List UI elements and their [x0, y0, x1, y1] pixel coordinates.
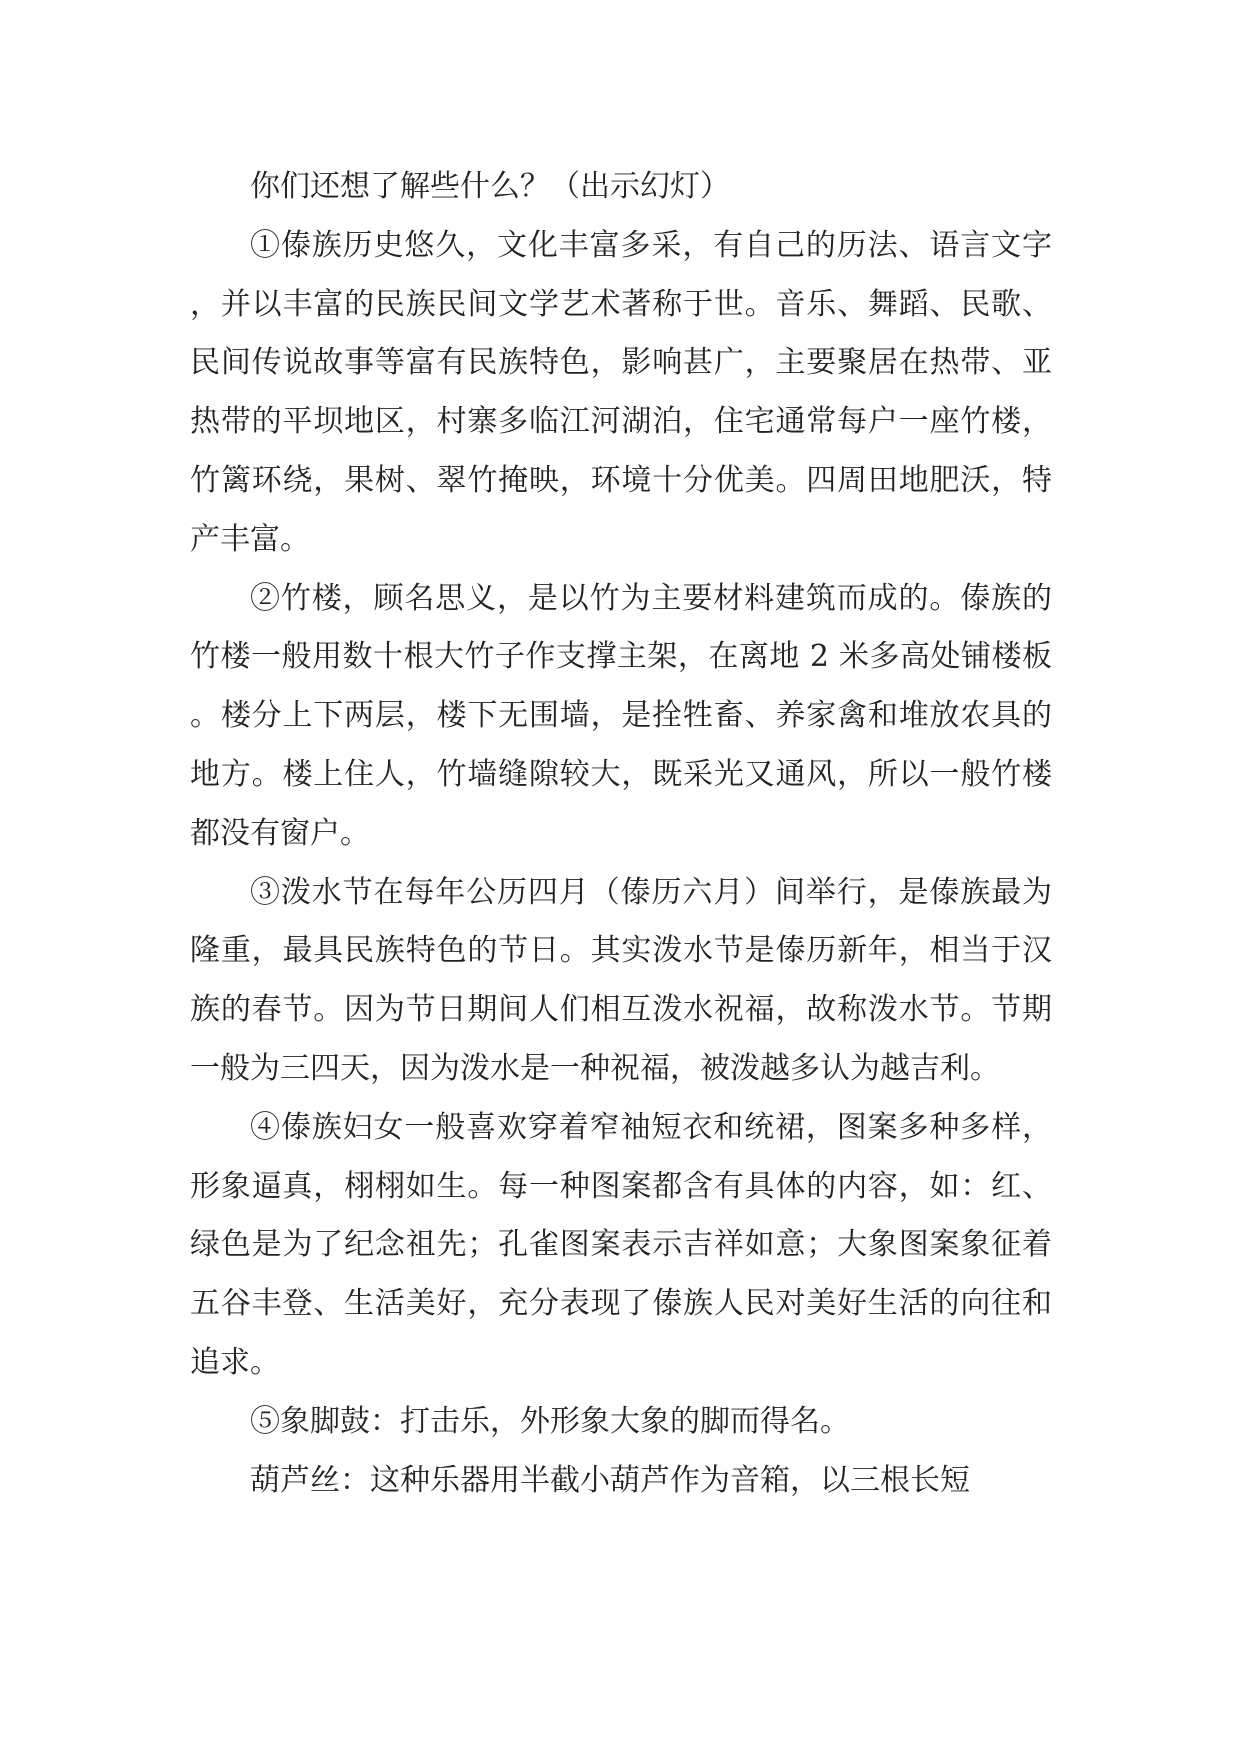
paragraph-elephant-foot-drum: ⑤象脚鼓：打击乐，外形象大象的脚而得名。 — [250, 1403, 850, 1439]
paragraph-bamboo-house: ②竹楼，顾名思义，是以竹为主要材料建筑而成的。傣族的竹楼一般用数十根大竹子作支撑主架，在离地 2 米多高处铺楼板。楼分上下两层，楼下无围墙，是拴牲畜、养家禽和堆放农具的地方。楼上住人，竹墙缝隙较大，既采光又通风，所以一般竹楼都没有窗户。 — [190, 580, 1052, 851]
document-body — [190, 158, 1052, 1510]
paragraph-water-festival: ③泼水节在每年公历四月（傣历六月）间举行，是傣族最为隆重，最具民族特色的节日。其实泼水节是傣历新年，相当于汉族的春节。因为节日期间人们相互泼水祝福，故称泼水节。节期一般为三四天，因为泼水是一种祝福，被泼越多认为越吉利。 — [190, 874, 1052, 1086]
paragraph-dai-history: ①傣族历史悠久，文化丰富多采，有自己的历法、语言文字，并以丰富的民族民间文学艺术著称于世。音乐、舞蹈、民歌、民间传说故事等富有民族特色，影响甚广，主要聚居在热带、亚热带的平坝地区，村寨多临江河湖泊，住宅通常每户一座竹楼，竹篱环绕，果树、翠竹掩映，环境十分优美。四周田地肥沃，特产丰富。 — [190, 227, 1052, 557]
paragraph-hulusi: 葫芦丝：这种乐器用半截小葫芦作为音箱，以三根长短 — [250, 1462, 970, 1498]
paragraph-intro-question: 你们还想了解些什么？（出示幻灯） — [250, 169, 730, 204]
paragraph-dai-clothing: ④傣族妇女一般喜欢穿着窄袖短衣和统裙，图案多种多样，形象逼真，栩栩如生。每一种图案都含有具体的内容，如：红、绿色是为了纪念祖先；孔雀图案表示吉祥如意；大象图案象征着五谷丰登、生活美好，充分表现了傣族人民对美好生活的向往和追求。 — [190, 1109, 1052, 1380]
